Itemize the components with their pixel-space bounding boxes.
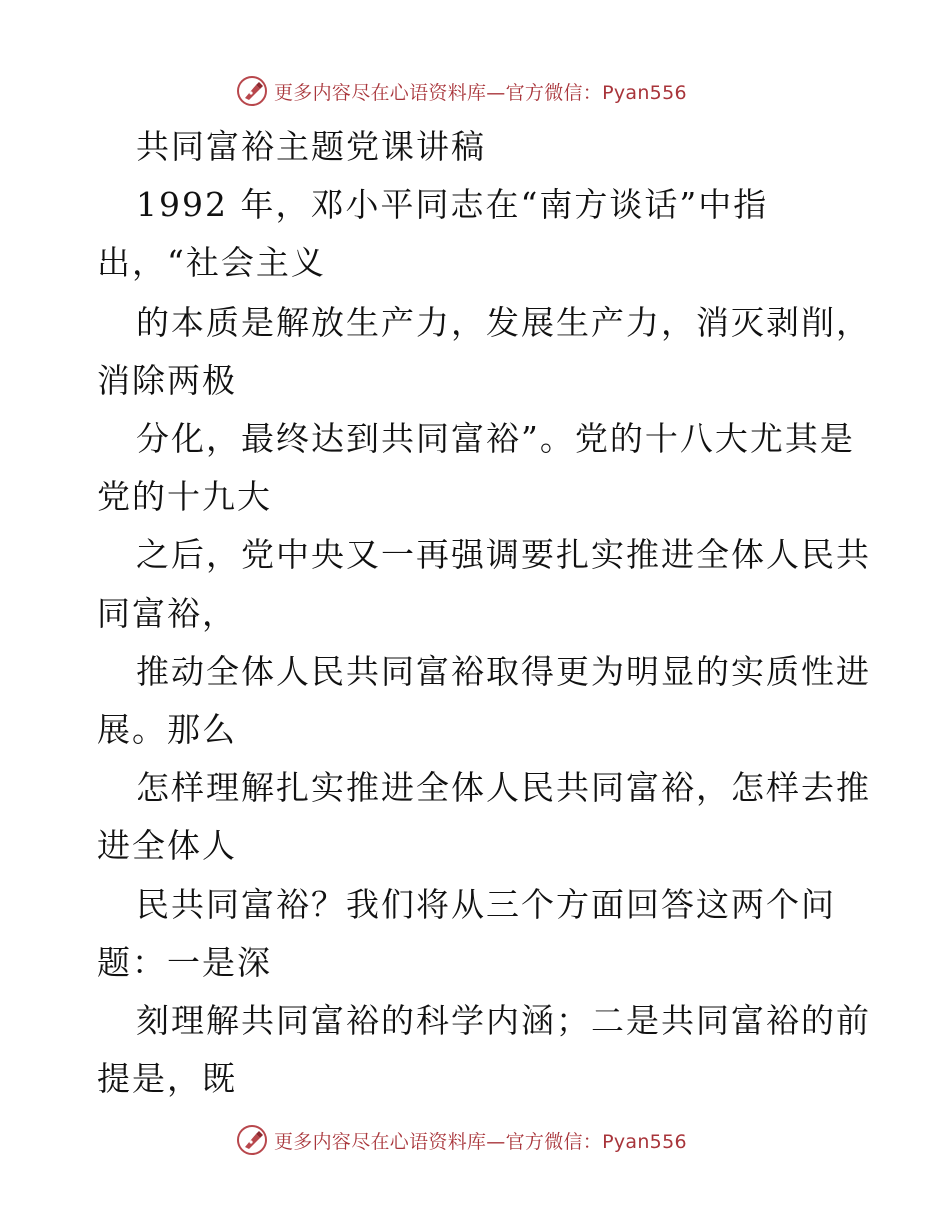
paragraph-line: 的本质是解放生产力，发展生产力，消灭剥削， (136, 303, 871, 342)
footer-watermark-banner (236, 1122, 687, 1158)
paragraph-line: 刻理解共同富裕的科学内涵；二是共同富裕的前 (136, 1001, 871, 1040)
paragraph-line: 民共同富裕？我们将从三个方面回答这两个问 (136, 885, 836, 924)
paragraph-line: 党的十九大 (97, 477, 272, 516)
watermark-text: 更多内容尽在心语资料库—官方微信：Pyan556 (274, 81, 687, 104)
pen-nib-logo-icon (236, 1124, 268, 1156)
document-title: 共同富裕主题党课讲稿 (136, 127, 486, 166)
paragraph-line: 展。那么 (97, 710, 237, 749)
paragraph-line: 之后，党中央又一再强调要扎实推进全体人民共 (136, 535, 871, 574)
paragraph-line: 推动全体人民共同富裕取得更为明显的实质性进 (136, 652, 871, 691)
watermark-text: 更多内容尽在心语资料库—官方微信：Pyan556 (274, 1130, 687, 1153)
paragraph-line: 怎样理解扎实推进全体人民共同富裕，怎样去推 (136, 768, 871, 807)
paragraph-line: 同富裕， (97, 594, 237, 633)
paragraph-line: 消除两极 (97, 361, 237, 400)
paragraph-line: 题：一是深 (97, 943, 272, 982)
paragraph-line: 出，“社会主义 (97, 243, 326, 282)
paragraph-line: 进全体人 (97, 826, 237, 865)
paragraph-line: 分化，最终达到共同富裕”。党的十八大尤其是 (136, 419, 855, 458)
paragraph-line: 提是，既 (97, 1059, 237, 1098)
paragraph-line: 1992 年，邓小平同志在“南方谈话”中指 (136, 185, 769, 224)
